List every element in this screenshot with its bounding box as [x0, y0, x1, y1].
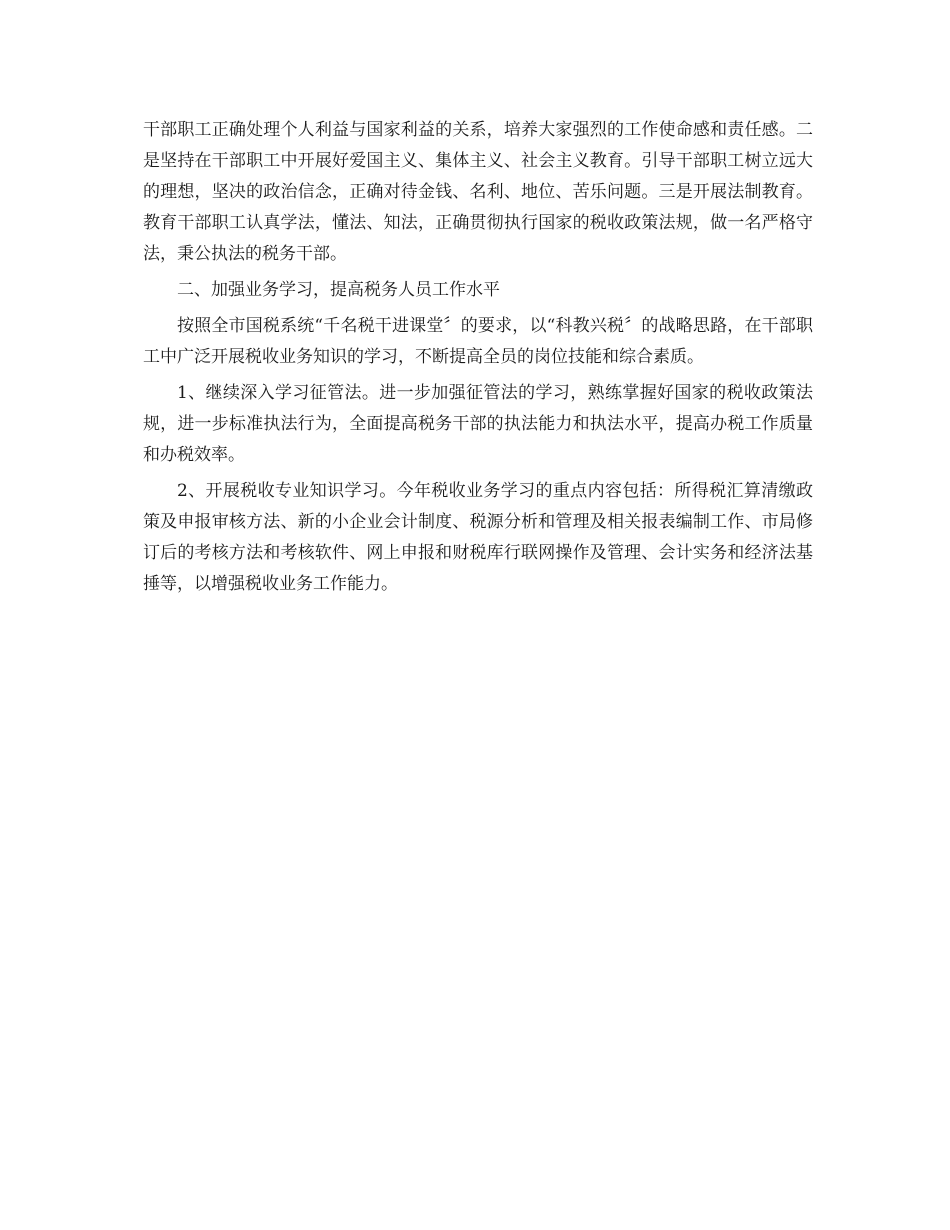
paragraph-continuation: 干部职工正确处理个人利益与国家利益的关系，培养大家强烈的工作使命感和责任感。二是坚持在干部职工中开展好爱国主义、集体主义、社会主义教育。引导干部职工树立远大的理想，坚决的政治信念，正确对待金钱、名利、地位、苦乐问题。三是开展法制教育。教育干部职工认真学法，懂法、知法，正确贯彻执行国家的税收政策法规，做一名严格守法，秉公执法的税务干部。	[143, 120, 813, 264]
section-heading: 二、加强业务学习，提高税务人员工作水平	[177, 280, 500, 300]
paragraph-intro: 按照全市国税系统“千名税干进课堂〞的要求，以“科教兴税〞的战略思路，在干部职工中广泛开展税收业务知识的学习，不断提高全员的岗位技能和综合素质。	[143, 316, 813, 367]
paragraph-item-1: 1、继续深入学习征管法。进一步加强征管法的学习，熟练掌握好国家的税收政策法规，进一步标准执法行为，全面提高税务干部的执法能力和执法水平，提高办税工作质量和办税效率。	[143, 383, 813, 465]
paragraph-item-2: 2、开展税收专业知识学习。今年税收业务学习的重点内容包括：所得税汇算清缴政策及申报审核方法、新的小企业会计制度、税源分析和管理及相关报表编制工作、市局修订后的考核方法和考核软件、网上申报和财税库行联网操作及管理、会计实务和经济法基捶等，以增强税收业务工作能力。	[143, 481, 813, 594]
document-body	[143, 115, 813, 605]
